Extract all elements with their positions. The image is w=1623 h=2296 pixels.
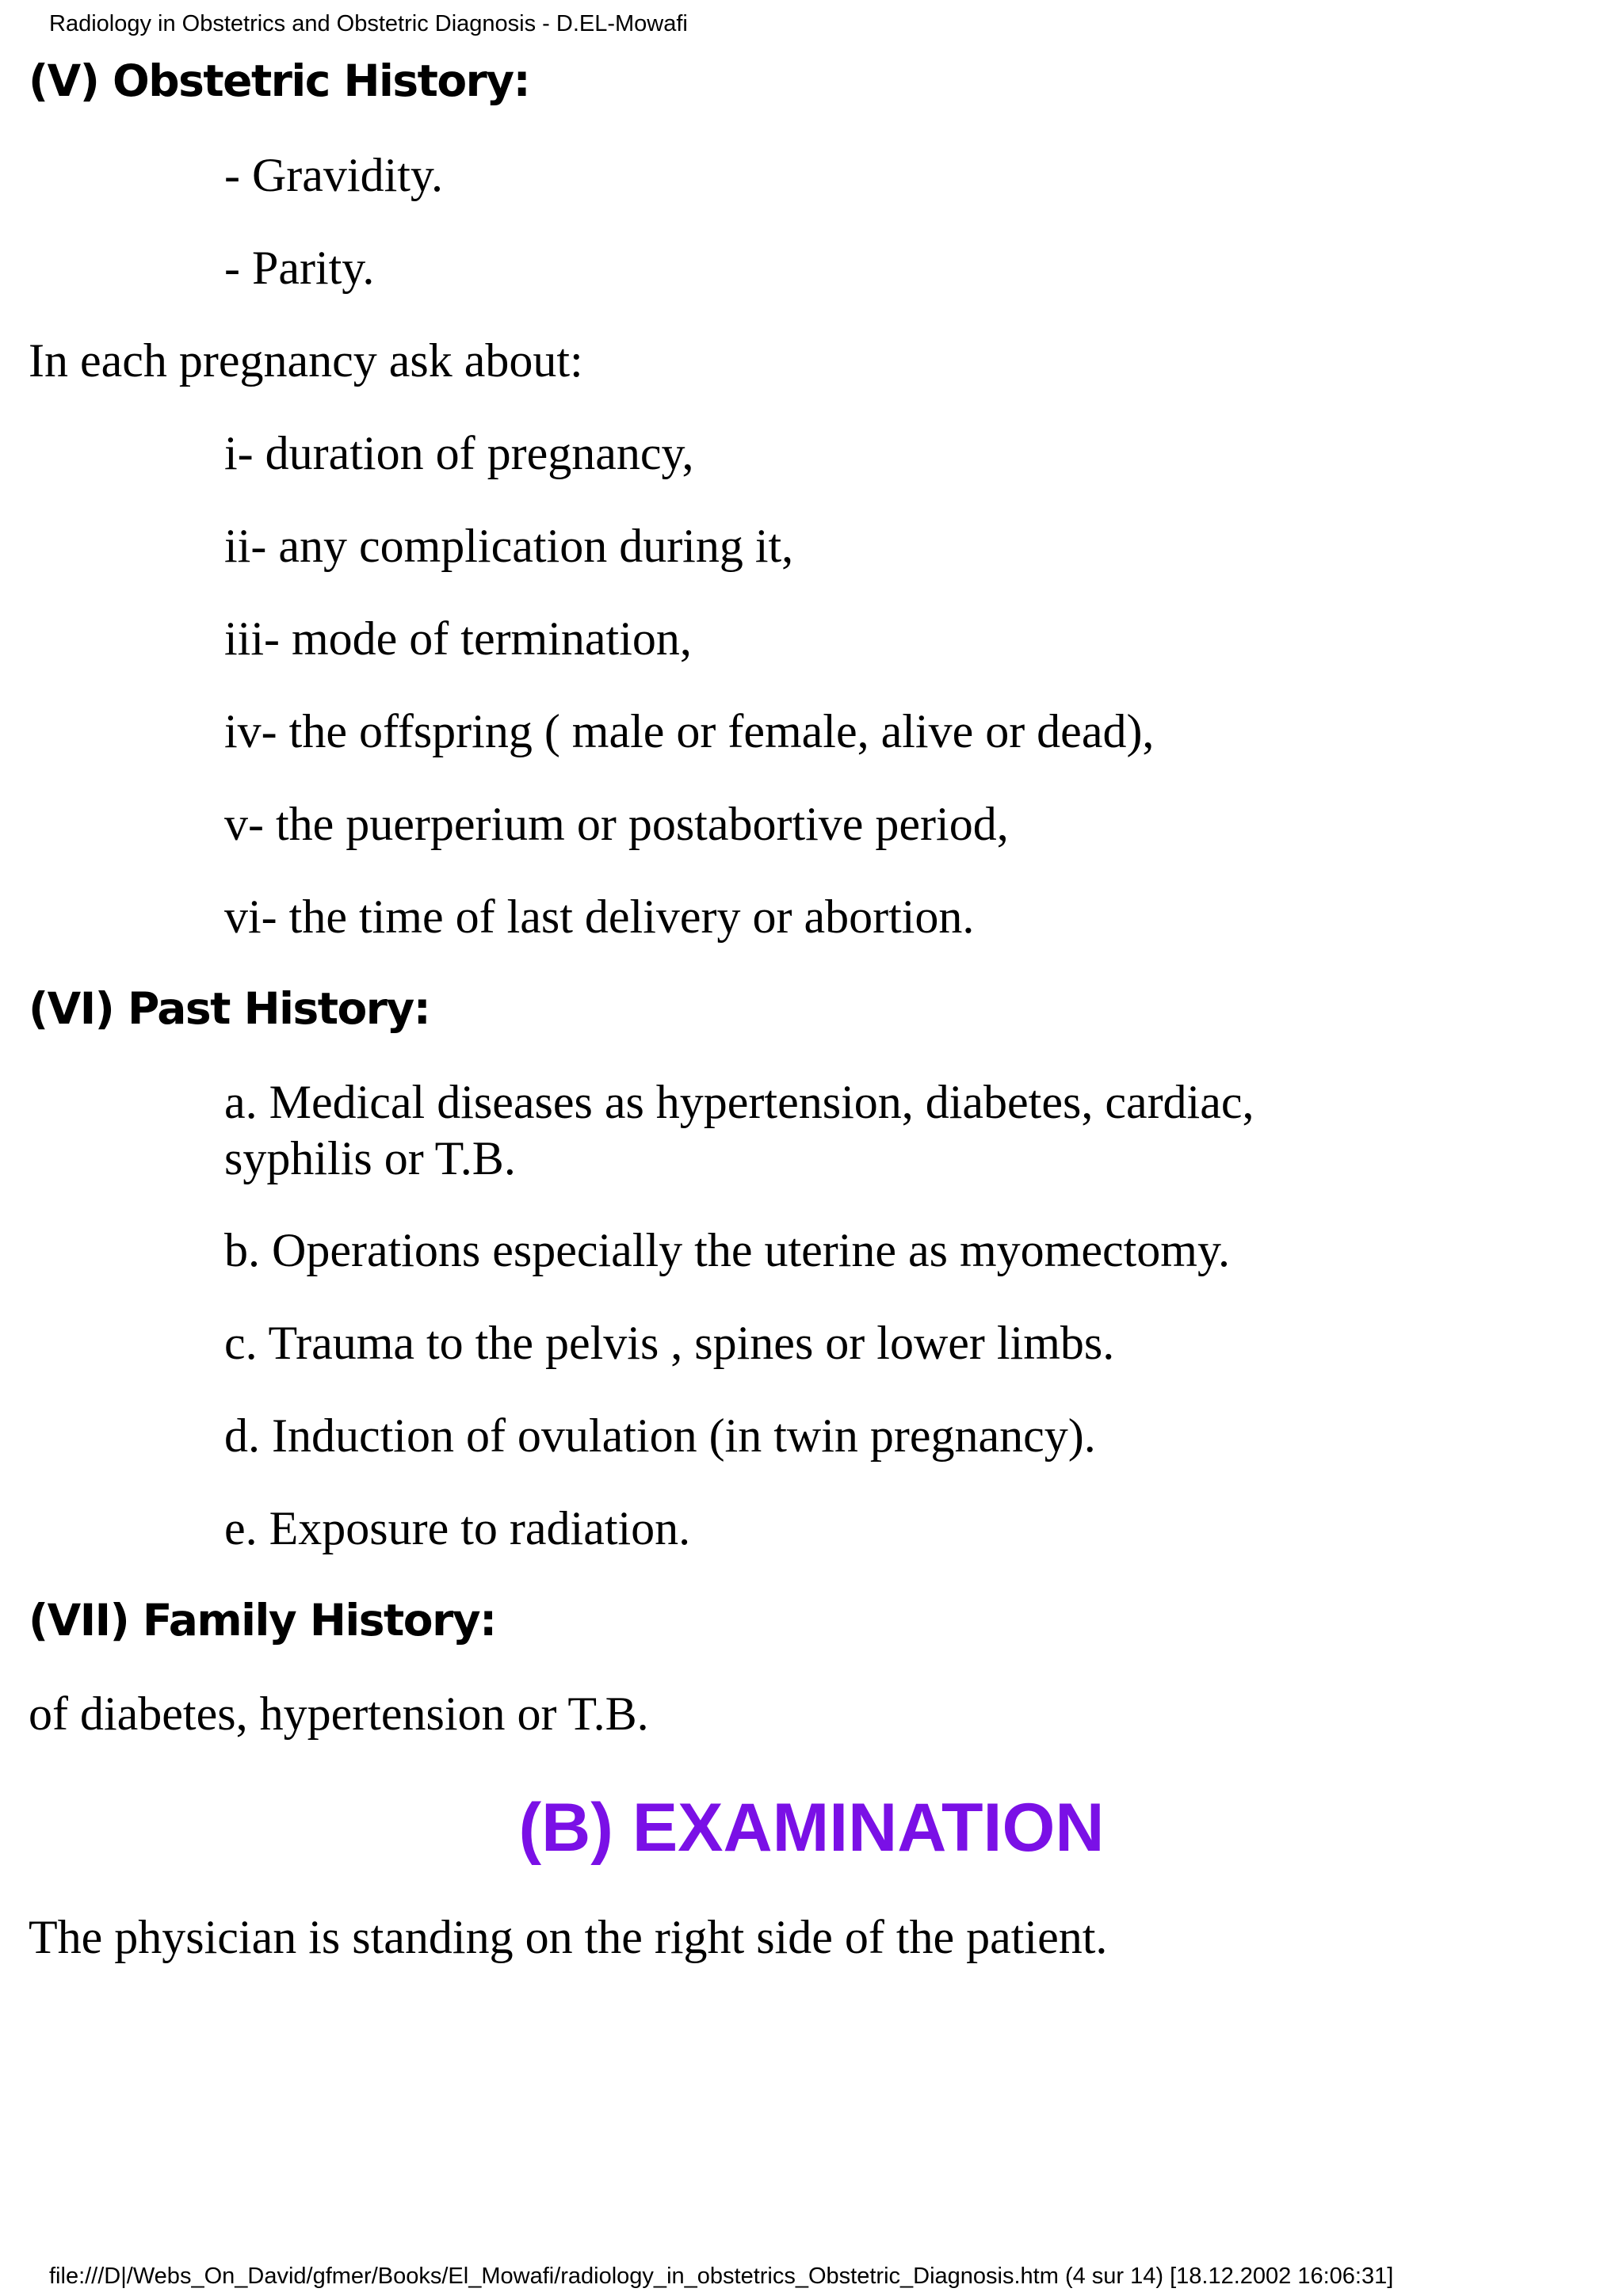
- pregnancy-intro: In each pregnancy ask about:: [29, 334, 583, 387]
- family-history-text: of diabetes, hypertension or T.B.: [29, 1688, 649, 1740]
- past-history-item: c. Trauma to the pelvis , spines or lower limbs.: [224, 1317, 1115, 1369]
- past-history-heading: (VI) Past History:: [29, 983, 430, 1034]
- question-item: vi- the time of last delivery or abortion.: [224, 891, 975, 943]
- parity-item: - Parity.: [224, 242, 375, 294]
- examination-text: The physician is standing on the right side of the patient.: [29, 1911, 1108, 1963]
- past-history-item: b. Operations especially the uterine as myomectomy.: [224, 1224, 1231, 1276]
- question-item: ii- any complication during it,: [224, 520, 794, 572]
- question-item: iii- mode of termination,: [224, 612, 692, 665]
- examination-title: (B) EXAMINATION: [518, 1790, 1105, 1866]
- page-footer: file:///D|/Webs_On_David/gfmer/Books/El_Mowafi/radiology_in_obstetrics_Obstetric_Diagnosis.htm (4 sur 14) [18.12.2002 16:06:31]: [49, 2264, 1394, 2289]
- question-item: v- the puerperium or postabortive period,: [224, 798, 1009, 850]
- question-item: iv- the offspring ( male or female, alive or dead),: [224, 705, 1155, 757]
- family-history-heading: (VII) Family History:: [29, 1595, 496, 1646]
- gravidity-item: - Gravidity.: [224, 149, 444, 201]
- past-history-item: e. Exposure to radiation.: [224, 1502, 691, 1554]
- page-header: Radiology in Obstetrics and Obstetric Diagnosis - D.EL-Mowafi: [49, 11, 688, 36]
- question-item: i- duration of pregnancy,: [224, 427, 694, 479]
- past-history-item: a. Medical diseases as hypertension, diabetes, cardiac,: [224, 1076, 1254, 1128]
- past-history-item: d. Induction of ovulation (in twin pregnancy).: [224, 1409, 1096, 1462]
- obstetric-history-heading: (V) Obstetric History:: [29, 55, 530, 106]
- past-history-item-continued: syphilis or T.B.: [224, 1132, 516, 1184]
